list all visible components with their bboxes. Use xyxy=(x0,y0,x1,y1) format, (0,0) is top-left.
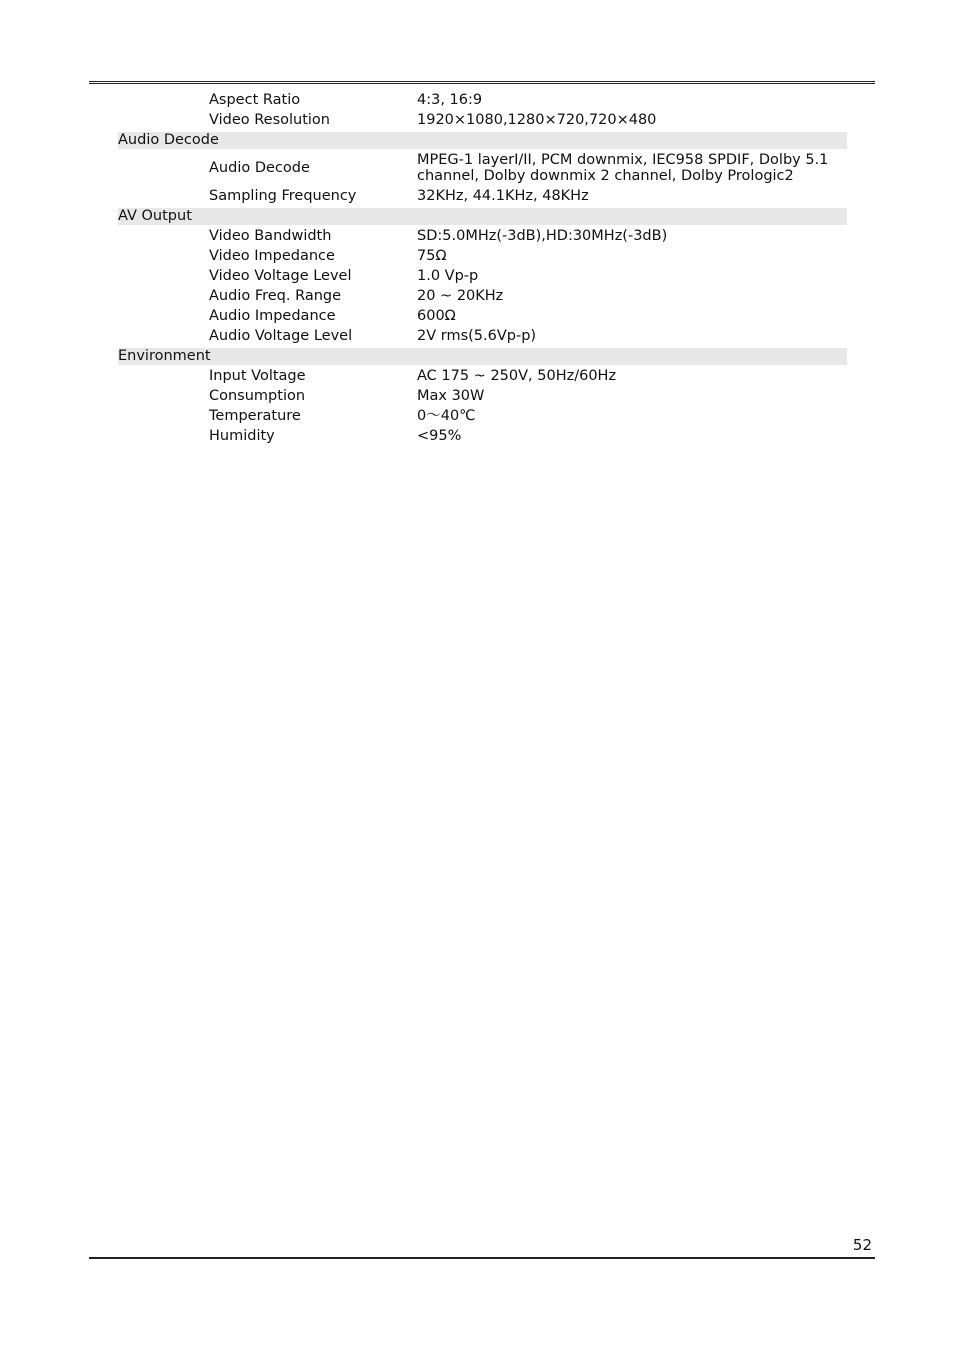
spec-value: 75Ω xyxy=(417,248,447,264)
section-av-output: AV Output xyxy=(118,208,847,225)
spec-label: Audio Impedance xyxy=(209,308,336,324)
spec-value: 4:3, 16:9 xyxy=(417,92,483,108)
footer-rule xyxy=(89,1257,875,1259)
spec-label: Video Resolution xyxy=(209,112,330,128)
spec-row-audio-impedance xyxy=(118,306,847,326)
spec-value: MPEG-1 layerI/II, PCM downmix, IEC958 SPDIF, Dolby 5.1 channel, Dolby downmix 2 channel, Dolby Prologic2 xyxy=(417,152,829,184)
spec-label: Video Impedance xyxy=(209,248,335,264)
spec-label: Sampling Frequency xyxy=(209,188,357,204)
spec-row-video-impedance xyxy=(118,246,847,266)
spec-value: 1.0 Vp-p xyxy=(417,268,479,284)
spec-label: Audio Decode xyxy=(209,160,310,176)
spec-row-video-resolution xyxy=(118,110,847,130)
spec-label: Video Voltage Level xyxy=(209,268,352,284)
section-audio-decode: Audio Decode xyxy=(118,132,847,149)
header-rule xyxy=(89,81,875,84)
spec-value: 600Ω xyxy=(417,308,456,324)
spec-label: Audio Voltage Level xyxy=(209,328,353,344)
spec-row-input-voltage xyxy=(118,366,847,386)
page-number: 52 xyxy=(852,1236,872,1254)
spec-label: Audio Freq. Range xyxy=(209,288,342,304)
spec-value: AC 175 ~ 250V, 50Hz/60Hz xyxy=(417,368,617,384)
spec-value: 32KHz, 44.1KHz, 48KHz xyxy=(417,188,589,204)
spec-label: Video Bandwidth xyxy=(209,228,332,244)
spec-value: SD:5.0MHz(-3dB),HD:30MHz(-3dB) xyxy=(417,228,668,244)
spec-row-video-voltage-level xyxy=(118,266,847,286)
spec-table xyxy=(118,90,847,446)
spec-value: <95% xyxy=(417,428,462,444)
spec-row-consumption xyxy=(118,386,847,406)
spec-label: Temperature xyxy=(209,408,301,424)
spec-value: 20 ~ 20KHz xyxy=(417,288,504,304)
spec-value: 1920×1080,1280×720,720×480 xyxy=(417,112,657,128)
spec-row-temperature xyxy=(118,406,847,426)
spec-value: Max 30W xyxy=(417,388,485,404)
spec-row-video-bandwidth xyxy=(118,226,847,246)
spec-row-audio-freq-range xyxy=(118,286,847,306)
spec-label: Humidity xyxy=(209,428,275,444)
spec-row-humidity xyxy=(118,426,847,446)
spec-row-audio-decode xyxy=(118,150,847,186)
spec-label: Input Voltage xyxy=(209,368,306,384)
spec-label: Consumption xyxy=(209,388,306,404)
section-environment: Environment xyxy=(118,348,847,365)
spec-row-audio-voltage-level xyxy=(118,326,847,346)
spec-row-aspect-ratio xyxy=(118,90,847,110)
spec-label: Aspect Ratio xyxy=(209,92,301,108)
spec-row-sampling-frequency xyxy=(118,186,847,206)
spec-value: 0～40℃ xyxy=(417,408,476,424)
spec-value: 2V rms(5.6Vp-p) xyxy=(417,328,537,344)
